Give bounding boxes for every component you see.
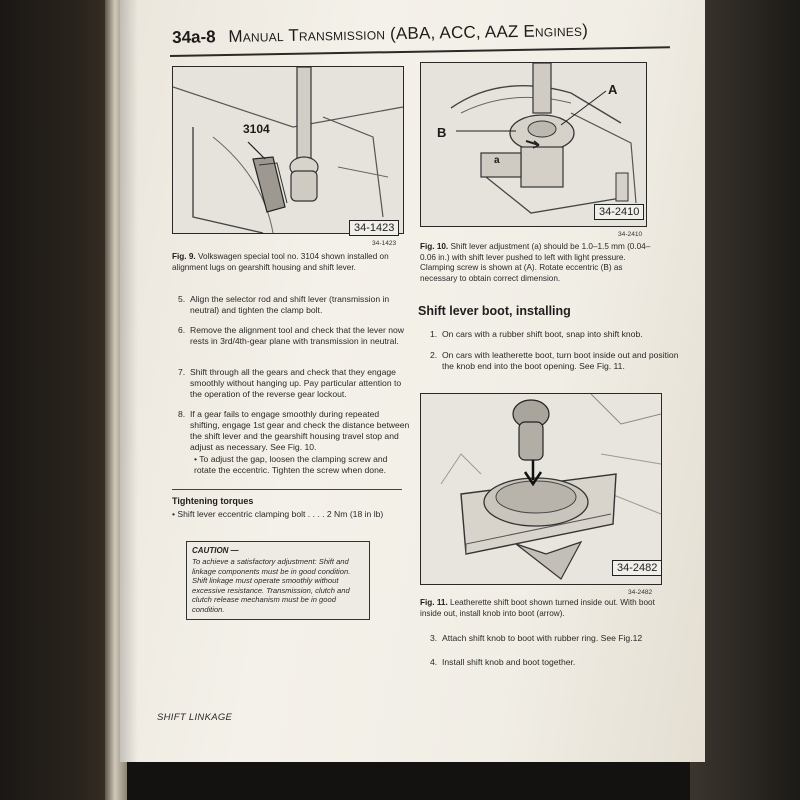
boot-step-4-number: 4.	[430, 657, 438, 667]
boot-step-3-number: 3.	[430, 633, 438, 643]
caution-text: To achieve a satisfactory adjustment: Shift and linkage components must be in good condition. Shift linkage must operate smoothly without excessive resistance. Transmission, clutch and clutch release mechanism must be in good condition.	[192, 557, 351, 614]
fig9-caption	[172, 252, 407, 273]
fig9-tool-label: 3104	[243, 122, 270, 136]
boot-step-2	[430, 350, 687, 372]
caution-heading: CAUTION —	[192, 546, 239, 555]
fig9-caption-text: Volkswagen special tool no. 3104 shown installed on alignment lugs on gearshift housing and shift lever.	[172, 252, 389, 272]
boot-step-1-text: On cars with a rubber shift boot, snap into shift knob.	[442, 329, 643, 339]
fig11-caption	[420, 598, 665, 619]
fig9-ref-small: 34-1423	[372, 240, 397, 247]
page-number: 34a-8	[172, 27, 216, 47]
background-right	[690, 0, 800, 800]
fig11-illustration	[420, 393, 662, 585]
step-6	[178, 325, 410, 347]
fig10-caption-label: Fig. 10.	[420, 242, 449, 251]
fig10-label-small-a: a	[494, 155, 500, 166]
fig10-ref-tag: 34-2410	[594, 204, 644, 220]
step-7	[178, 367, 410, 400]
page-footer: SHIFT LINKAGE	[157, 712, 233, 723]
torques-box	[172, 489, 402, 519]
step-8-bullet: • To adjust the gap, loosen the clamping screw and rotate the eccentric. Tighten the screw when done.	[194, 454, 388, 475]
step-7-text: Shift through all the gears and check that they engage smoothly without hanging up. Pay particular attention to the operation of the reverse gear lockout.	[190, 367, 402, 399]
torques-title: Tightening torques	[172, 496, 254, 506]
step-7-number: 7.	[178, 367, 186, 377]
boot-step-3-text: Attach shift knob to boot with rubber ring. See Fig.12	[442, 633, 643, 643]
fig10-caption	[420, 242, 655, 284]
boot-step-1-number: 1.	[430, 329, 438, 339]
caution-box	[186, 541, 370, 620]
fig9-drawing	[173, 67, 403, 233]
step-6-text: Remove the alignment tool and check that the lever now rests in 3rd/4th-gear plane with transmission in neutral.	[190, 325, 405, 346]
fig11-ref-small: 34-2482	[628, 589, 653, 596]
fig9-caption-label: Fig. 9.	[172, 252, 196, 261]
fig11-caption-label: Fig. 11.	[420, 598, 448, 607]
step-8	[178, 409, 410, 453]
step-6-number: 6.	[178, 325, 186, 335]
step-5-number: 5.	[178, 294, 186, 304]
page-title: Manual Transmission (ABA, ACC, AAZ Engines)	[228, 20, 589, 47]
step-5	[178, 294, 410, 316]
boot-step-1	[430, 329, 687, 340]
boot-step-3	[430, 633, 687, 644]
fig10-label-b: B	[437, 125, 447, 140]
boot-step-4-text: Install shift knob and boot together.	[442, 657, 576, 667]
fig9-ref-tag: 34-1423	[349, 220, 399, 236]
boot-step-2-text: On cars with leatherette boot, turn boot inside out and position the knob end into the boot opening. See Fig. 11.	[442, 350, 679, 371]
step-8-text: If a gear fails to engage smoothly during repeated shifting, engage 1st gear and check the distance between the shift lever and the gearshift housing travel stop and adjust as necessary. See Fig. 10.	[190, 409, 410, 452]
fig10-ref-small: 34-2410	[618, 231, 643, 238]
fig10-caption-text: Shift lever adjustment (a) should be 1.0–1.5 mm (0.04–0.06 in.) with shift lever pushed to left with light pressure. Clamping screw is shown at (A). Rotate eccentric (B) as necessary to obtain correct dimension.	[420, 242, 651, 283]
page-gutter-shadow	[120, 0, 138, 762]
fig11-ref-tag: 34-2482	[612, 560, 662, 576]
step-8-number: 8.	[178, 409, 186, 419]
section-title: Shift lever boot, installing	[418, 304, 571, 318]
boot-step-2-number: 2.	[430, 350, 438, 360]
fig10-label-a: A	[608, 82, 618, 97]
torques-line: • Shift lever eccentric clamping bolt . . . . 2 Nm (18 in lb)	[172, 509, 384, 519]
fig11-caption-text: Leatherette shift boot shown turned inside out. With boot inside out, install knob into boot (arrow).	[420, 598, 655, 618]
fig11-drawing	[421, 394, 661, 584]
boot-step-4	[430, 657, 687, 668]
step-5-text: Align the selector rod and shift lever (transmission in neutral) and tighten the clamp bolt.	[190, 294, 390, 315]
fig9-illustration	[172, 66, 404, 234]
background-left	[0, 0, 115, 800]
